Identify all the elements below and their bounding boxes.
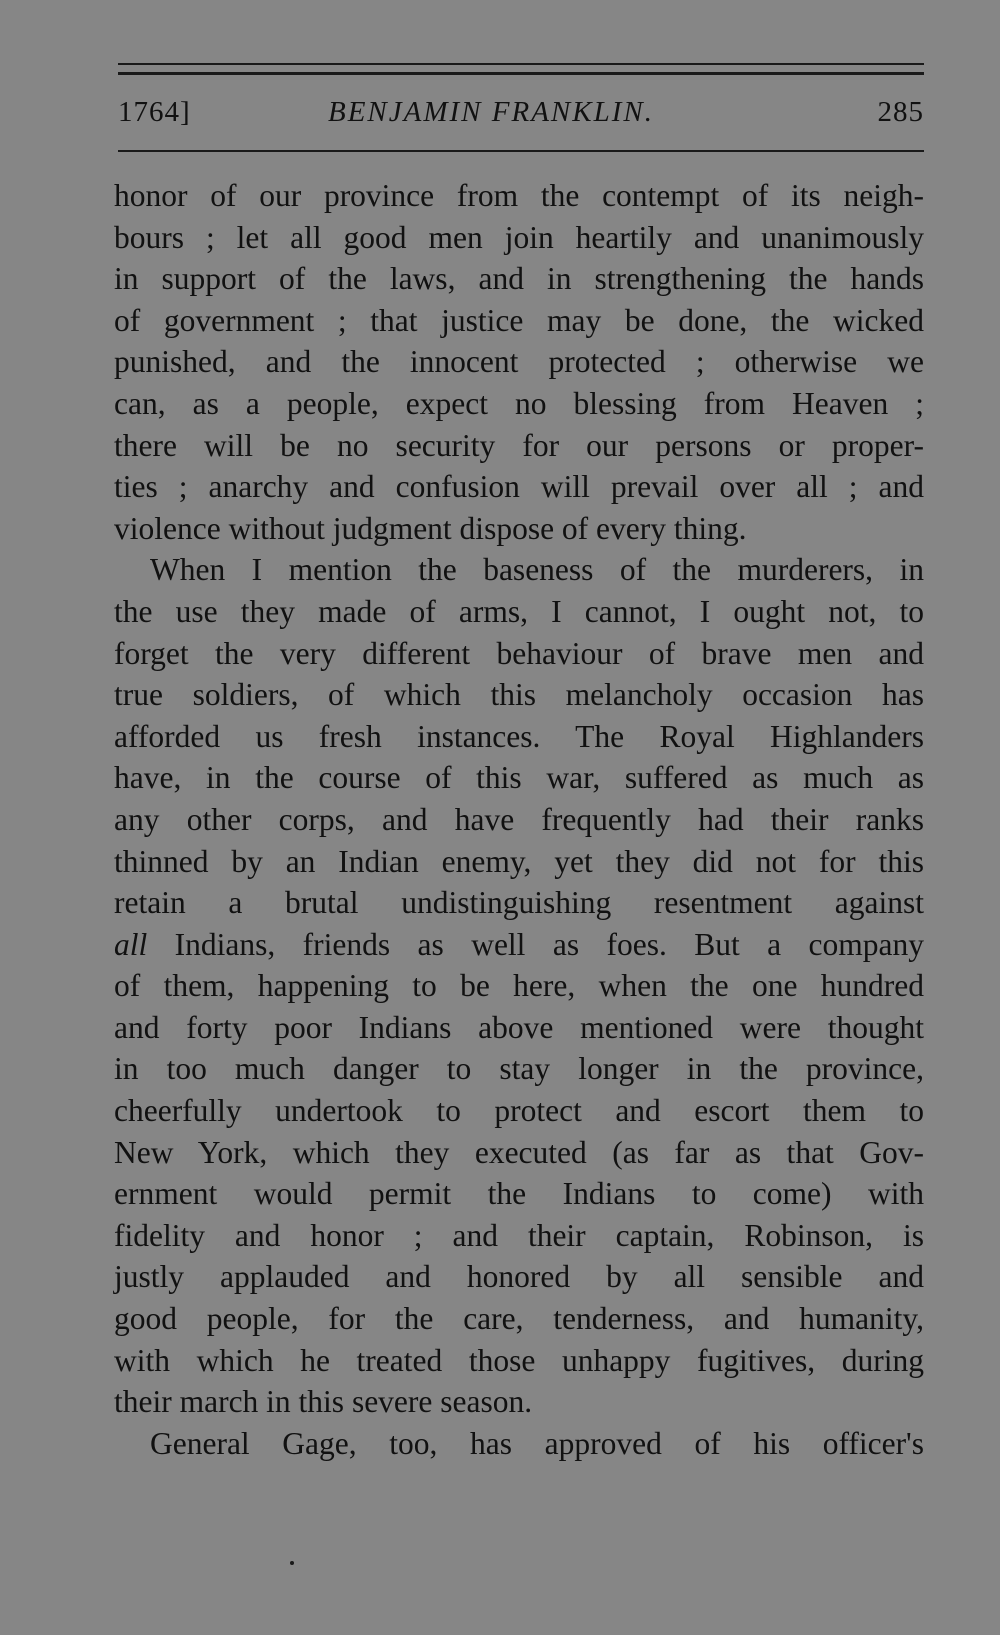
running-head-year: 1764]	[118, 96, 191, 128]
text-line: with which he treated those unhappy fugitives, during	[114, 1342, 924, 1378]
text-line: bours ; let all good men join heartily and unanimously	[114, 219, 924, 255]
text-line: true soldiers, of which this melancholy occasion has	[114, 677, 924, 713]
text-line: in too much danger to stay longer in the province,	[114, 1051, 924, 1087]
paragraph-start-line: When I mention the baseness of the murderers, in	[150, 552, 924, 588]
text-line: good people, for the care, tenderness, and humanity,	[114, 1301, 924, 1337]
text-line: violence without judgment dispose of every thing.	[114, 510, 747, 546]
header-rule-top-thick	[118, 72, 924, 75]
text-line: ties ; anarchy and confusion will prevail over all ; and	[114, 469, 924, 505]
italic-word: all	[114, 926, 148, 962]
text-line: of government ; that justice may be done, the wicked	[114, 302, 924, 338]
body-text	[114, 175, 924, 1464]
text-line: afforded us fresh instances. The Royal Highlanders	[114, 718, 924, 754]
text-line: ernment would permit the Indians to come) with	[114, 1176, 924, 1212]
page-number: 285	[877, 96, 924, 128]
text-line: justly applauded and honored by all sensible and	[114, 1259, 924, 1295]
text-line: honor of our province from the contempt of its neigh-	[114, 178, 924, 213]
text-line: forget the very different behaviour of brave men and	[114, 635, 924, 671]
text-line-rest: Indians, friends as well as foes. But a company	[174, 926, 924, 962]
text-line: any other corps, and have frequently had their ranks	[114, 801, 924, 837]
text-line: have, in the course of this war, suffered as much as	[114, 760, 924, 796]
running-head	[118, 96, 924, 142]
text-line: their march in this severe season.	[114, 1384, 533, 1420]
header-rule-top	[118, 63, 924, 65]
text-line: thinned by an Indian enemy, yet they did not for this	[114, 843, 924, 879]
text-line: of them, happening to be here, when the one hundred	[114, 968, 924, 1004]
text-line: fidelity and honor ; and their captain, Robinson, is	[114, 1217, 924, 1253]
text-line: New York, which they executed (as far as that Gov-	[114, 1134, 924, 1170]
text-line: punished, and the innocent protected ; otherwise we	[114, 344, 924, 380]
running-head-title: BENJAMIN FRANKLIN.	[328, 96, 654, 128]
header-rule-under	[118, 150, 924, 152]
text-line: and forty poor Indians above mentioned were thought	[114, 1009, 924, 1045]
text-line-with-italic	[114, 924, 924, 966]
paper-speck	[290, 1561, 294, 1565]
text-line: cheerfully undertook to protect and escort them to	[114, 1093, 924, 1129]
text-line: can, as a people, expect no blessing from Heaven ;	[114, 385, 924, 421]
text-line: in support of the laws, and in strengthening the hands	[114, 261, 924, 297]
text-line: there will be no security for our persons or proper-	[114, 427, 924, 463]
text-line: retain a brutal undistinguishing resentment against	[114, 885, 924, 921]
paragraph-start-line: General Gage, too, has approved of his officer's	[150, 1425, 924, 1461]
text-line: the use they made of arms, I cannot, I ought not, to	[114, 593, 924, 629]
